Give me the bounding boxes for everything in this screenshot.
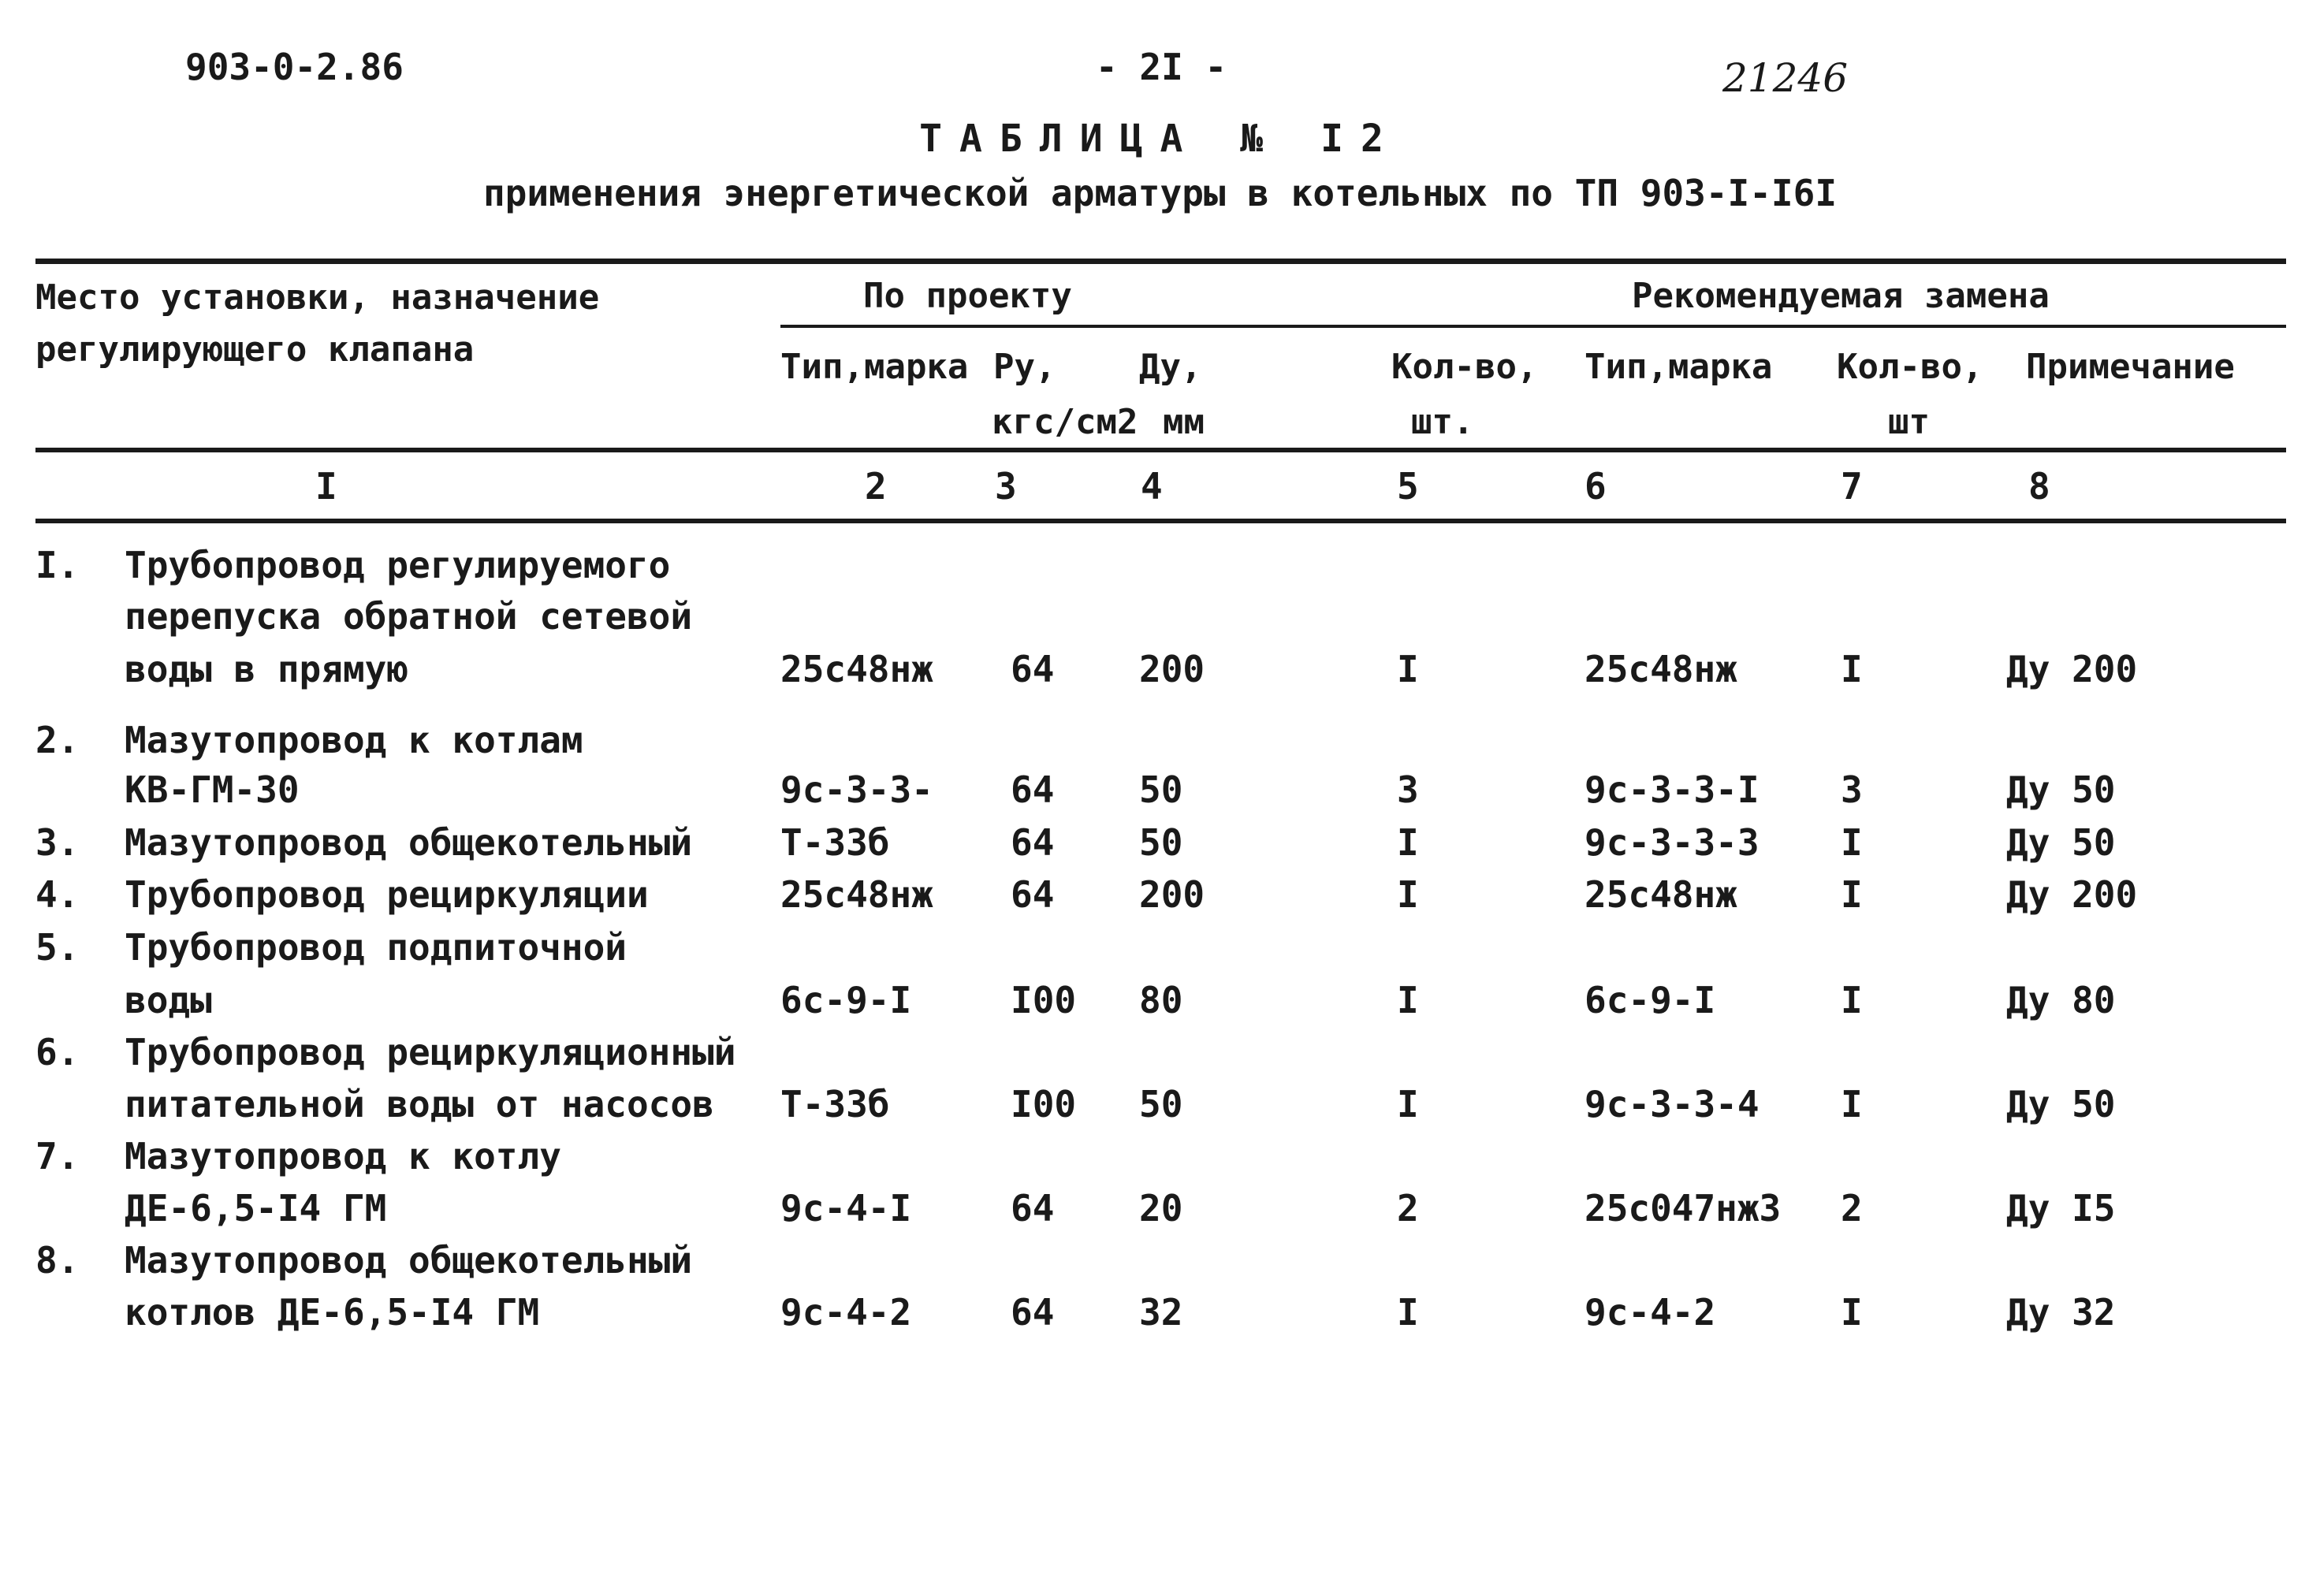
col-type-mark: Тип,марка	[780, 347, 969, 387]
row-description-line: ДЕ-6,5-I4 ГМ	[125, 1187, 387, 1230]
row-description-line: Мазутопровод общекотельный	[125, 821, 693, 864]
col-rec-qty-line2: шт	[1888, 402, 1930, 442]
row-number: I.	[35, 544, 80, 586]
row-description-line: воды в прямую	[125, 648, 409, 690]
row-pressure: 64	[1011, 1187, 1055, 1230]
table-subtitle: применения энергетической арматуры в котельных по ТП 903-I-I6I	[482, 172, 1838, 214]
row-pressure: I00	[1011, 979, 1077, 1021]
row-rec-quantity: I	[1841, 1083, 1863, 1125]
col-qty-line2: шт.	[1411, 402, 1474, 442]
row-pressure: I00	[1011, 1083, 1077, 1125]
row-rec-type-mark: 25с047нж3	[1585, 1187, 1782, 1230]
row-rec-quantity: I	[1841, 821, 1863, 864]
row-description-line: Трубопровод рециркуляции	[125, 873, 649, 916]
archive-number: 21246	[1722, 55, 1849, 101]
row-number: 3.	[35, 821, 80, 864]
row-number: 6.	[35, 1031, 80, 1073]
row-description-line: Трубопровод рециркуляционный	[125, 1031, 736, 1073]
row-number: 2.	[35, 719, 80, 761]
row-type-mark: 25с48нж	[780, 648, 933, 690]
column-number: 3	[995, 465, 1017, 508]
row-note: Ду 32	[2006, 1291, 2116, 1334]
row-quantity: 2	[1397, 1187, 1419, 1230]
column-number: 5	[1397, 465, 1419, 508]
col-qty-line1: Кол-во,	[1391, 347, 1538, 387]
row-rec-quantity: 2	[1841, 1187, 1863, 1230]
row-rec-quantity: I	[1841, 873, 1863, 916]
row-diameter: 20	[1139, 1187, 1183, 1230]
row-quantity: I	[1397, 821, 1419, 864]
row-note: Ду 50	[2006, 821, 2116, 864]
by-project-header: По проекту	[863, 276, 1072, 316]
row-quantity: 3	[1397, 768, 1419, 811]
row-rec-type-mark: 9с-4-2	[1585, 1291, 1716, 1334]
column-number: 6	[1585, 465, 1607, 508]
row-description-line: Мазутопровод к котлу	[125, 1135, 561, 1177]
row-description-line: Мазутопровод к котлам	[125, 719, 583, 761]
col-rec-qty-line1: Кол-во,	[1837, 347, 1983, 387]
row-pressure: 64	[1011, 821, 1055, 864]
row-quantity: I	[1397, 1291, 1419, 1334]
recommended-header: Рекомендуемая замена	[1632, 276, 2050, 316]
row-rec-type-mark: 9с-3-3-4	[1585, 1083, 1760, 1125]
row-note: Ду 50	[2006, 768, 2116, 811]
column-numbers-rule	[35, 519, 2286, 523]
row-type-mark: 6с-9-I	[780, 979, 912, 1021]
location-header-line2: регулирующего клапана	[35, 329, 475, 370]
row-number: 4.	[35, 873, 80, 916]
row-quantity: I	[1397, 1083, 1419, 1125]
row-type-mark: 9с-3-3-	[780, 768, 933, 811]
row-diameter: 200	[1139, 873, 1205, 916]
row-description-line: воды	[125, 979, 212, 1021]
row-description-line: Трубопровод регулируемого	[125, 544, 671, 586]
row-pressure: 64	[1011, 1291, 1055, 1334]
col-pressure-line2: кгс/см2	[992, 402, 1138, 442]
row-diameter: 50	[1139, 768, 1183, 811]
row-type-mark: Т-33б	[780, 821, 890, 864]
row-type-mark: 9с-4-I	[780, 1187, 912, 1230]
row-description-line: Трубопровод подпиточной	[125, 926, 627, 969]
row-rec-quantity: I	[1841, 648, 1863, 690]
row-description-line: перепуска обратной сетевой	[125, 595, 693, 638]
row-rec-quantity: I	[1841, 979, 1863, 1021]
row-description-line: Мазутопровод общекотельный	[125, 1239, 693, 1282]
col-pressure-line1: Ру,	[993, 347, 1056, 387]
row-number: 7.	[35, 1135, 80, 1177]
row-quantity: I	[1397, 873, 1419, 916]
col-diameter-line2: мм	[1163, 402, 1205, 442]
row-type-mark: Т-33б	[780, 1083, 890, 1125]
table-top-rule	[35, 259, 2286, 264]
row-note: Ду 200	[2006, 648, 2138, 690]
row-quantity: I	[1397, 648, 1419, 690]
col-rec-type-mark: Тип,марка	[1585, 347, 1773, 387]
row-number: 5.	[35, 926, 80, 969]
column-number: 2	[865, 465, 887, 508]
row-description-line: КВ-ГМ-30	[125, 768, 300, 811]
column-number: 7	[1841, 465, 1863, 508]
row-note: Ду 200	[2006, 873, 2138, 916]
page-number: - 2I -	[1096, 46, 1227, 88]
row-quantity: I	[1397, 979, 1419, 1021]
row-rec-quantity: 3	[1841, 768, 1863, 811]
row-diameter: 200	[1139, 648, 1205, 690]
row-rec-quantity: I	[1841, 1291, 1863, 1334]
header-bottom-rule	[35, 448, 2286, 452]
row-rec-type-mark: 9с-3-3-I	[1585, 768, 1760, 811]
column-number: I	[315, 465, 337, 508]
row-note: Ду I5	[2006, 1187, 2116, 1230]
col-diameter-line1: Ду,	[1139, 347, 1202, 387]
row-note: Ду 80	[2006, 979, 2116, 1021]
row-description-line: котлов ДЕ-6,5-I4 ГМ	[125, 1291, 540, 1334]
row-type-mark: 9с-4-2	[780, 1291, 912, 1334]
row-pressure: 64	[1011, 768, 1055, 811]
document-code: 903-0-2.86	[185, 46, 404, 88]
column-number: 8	[2028, 465, 2050, 508]
row-rec-type-mark: 6с-9-I	[1585, 979, 1716, 1021]
row-type-mark: 25с48нж	[780, 873, 933, 916]
row-pressure: 64	[1011, 873, 1055, 916]
column-number: 4	[1141, 465, 1163, 508]
row-rec-type-mark: 25с48нж	[1585, 873, 1737, 916]
table-title: ТАБЛИЦА № I2	[919, 117, 1401, 161]
row-diameter: 80	[1139, 979, 1183, 1021]
row-note: Ду 50	[2006, 1083, 2116, 1125]
row-diameter: 32	[1139, 1291, 1183, 1334]
location-header-line1: Место установки, назначение	[35, 277, 600, 318]
group-header-rule	[780, 325, 2286, 328]
row-diameter: 50	[1139, 1083, 1183, 1125]
row-rec-type-mark: 25с48нж	[1585, 648, 1737, 690]
row-rec-type-mark: 9с-3-3-3	[1585, 821, 1760, 864]
row-description-line: питательной воды от насосов	[125, 1083, 714, 1125]
row-number: 8.	[35, 1239, 80, 1282]
row-diameter: 50	[1139, 821, 1183, 864]
col-note: Примечание	[2026, 347, 2235, 387]
row-pressure: 64	[1011, 648, 1055, 690]
